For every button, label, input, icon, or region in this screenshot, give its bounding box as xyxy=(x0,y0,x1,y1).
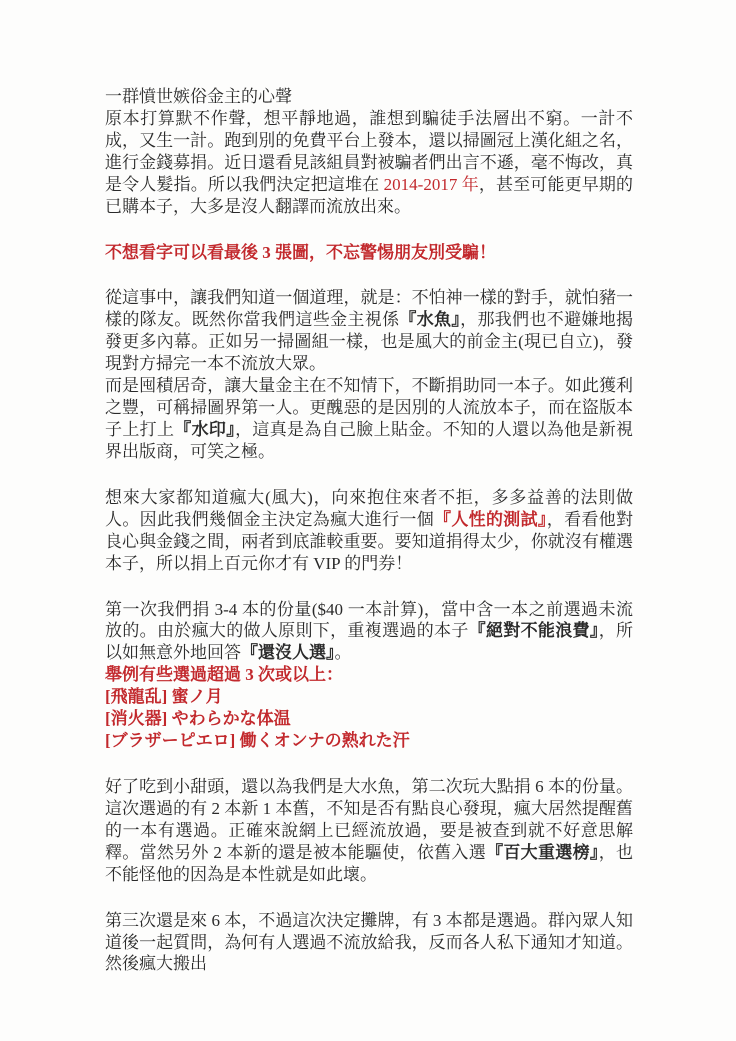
text-segment: 原本打算默不作聲，想平靜地過，誰想到騙徒手法層出不窮。一計不成，又生一計。跑到別的免費平台上發本，還以掃圖冠上漢化組之名，進行金錢募捐。近日還看見該組員對被騙者們出言不遜，毫不悔改，真是令人髮指。所以我們決定把這堆在 xyxy=(105,108,633,194)
text-segment: 『絕對不能浪費』 xyxy=(468,621,599,641)
text-segment: 而是囤積居奇，讓大量金主在不知情下，不斷捐助同一本子。如此獲利之豐，可稱掃圖界第一人。更醜惡的是因別的人流放本子，而在盜版本子上打上 xyxy=(105,376,633,439)
example-item-2 xyxy=(105,708,633,730)
text-segment: 一群憤世嫉俗金主的心聲 xyxy=(105,87,292,106)
highlighted-text: 不想看字可以看最後 3 張圖，不忘警惕朋友別受騙！ xyxy=(105,242,496,262)
text-segment: 『水印』 xyxy=(174,419,236,439)
text-segment: ，甚至可能更早期的已購本子，大多是沒人翻譯而流放出來。 xyxy=(105,174,634,216)
text-segment: 。 xyxy=(334,643,352,663)
document-body xyxy=(105,86,633,975)
example-list-header xyxy=(105,664,633,686)
paragraph-intro xyxy=(105,108,633,218)
text-segment: 第一次我們捐 3-4 本的份量($40 一本計算)，當中含一本之前選過未流放的。由於瘋大的做人原則下，重複選過的本子 xyxy=(105,599,633,641)
paragraph-lesson xyxy=(105,287,633,375)
text-segment: 『水魚』 xyxy=(399,310,461,330)
example-item-1 xyxy=(105,686,633,708)
text-segment: 想來大家都知道瘋大(風大)，向來抱住來者不拒，多多益善的法則做人。因此我們幾個金主決定為瘋大進行一個 xyxy=(105,487,633,529)
highlighted-text: 『人性的測試』 xyxy=(434,509,547,529)
highlighted-text: [飛龍乱] 蜜ノ月 xyxy=(105,687,223,707)
paragraph-first-donation xyxy=(105,599,633,665)
paragraph-third-donation xyxy=(105,910,633,976)
paragraph-second-donation xyxy=(105,776,633,886)
text-segment: ，也不能怪他的因為是本性就是如此壞。 xyxy=(105,842,634,884)
text-segment: ，那我們也不避嫌地揭發更多內幕。正如另一掃圖組一樣，也是風大的前金主(現已自立)，發現對方掃完一本不流放大眾。 xyxy=(105,310,634,374)
highlighted-text: 2014-2017 年 xyxy=(383,174,479,194)
text-segment: 『百大重選榜』 xyxy=(486,842,599,862)
document-title xyxy=(105,86,633,108)
text-segment: ，所以如無意外地回答 xyxy=(105,621,634,663)
highlighted-text: [消火器] やわらかな体温 xyxy=(105,709,291,729)
text-segment: 『還沒人選』 xyxy=(241,643,335,663)
paragraph-test xyxy=(105,487,633,575)
highlighted-text: 舉例有些選過超過 3 次或以上： xyxy=(105,665,343,685)
text-segment: ，看看他對良心與金錢之間，兩者到底誰較重要。要知道捐得太少，你就沒有權選本子，所以捐上百元你才有 VIP 的門券！ xyxy=(105,509,634,573)
text-segment: 第三次還是來 6 本，不過這次決定攤牌，有 3 本都是選過。群內眾人知道後一起質問，為何有人選過不流放給我，反而各人私下通知才知道。然後瘋大搬出 xyxy=(105,910,633,974)
example-item-3 xyxy=(105,730,633,752)
text-segment: ，這真是為自己臉上貼金。不知的人還以為他是新視界出版商，可笑之極。 xyxy=(105,419,634,461)
paragraph-hoarding xyxy=(105,375,633,463)
text-segment: 好了吃到小甜頭，還以為我們是大水魚，第二次玩大點捐 6 本的份量。這次選過的有 2 本新 1 本舊，不知是否有點良心發現，瘋大居然提醒舊的一本有選過。正確來說網上已經流放過，要是被查到就不好意思解釋。當然另外 2 本新的還是被本能驅使，依舊入選 xyxy=(105,776,633,862)
highlighted-text: [ブラザーピエロ] 働くオンナの熟れた汗 xyxy=(105,731,410,751)
warning-line xyxy=(105,242,633,264)
text-segment: 從這事中，讓我們知道一個道理，就是：不怕神一樣的對手，就怕豬一樣的隊友。既然你當我們這些金主視係 xyxy=(105,288,633,330)
